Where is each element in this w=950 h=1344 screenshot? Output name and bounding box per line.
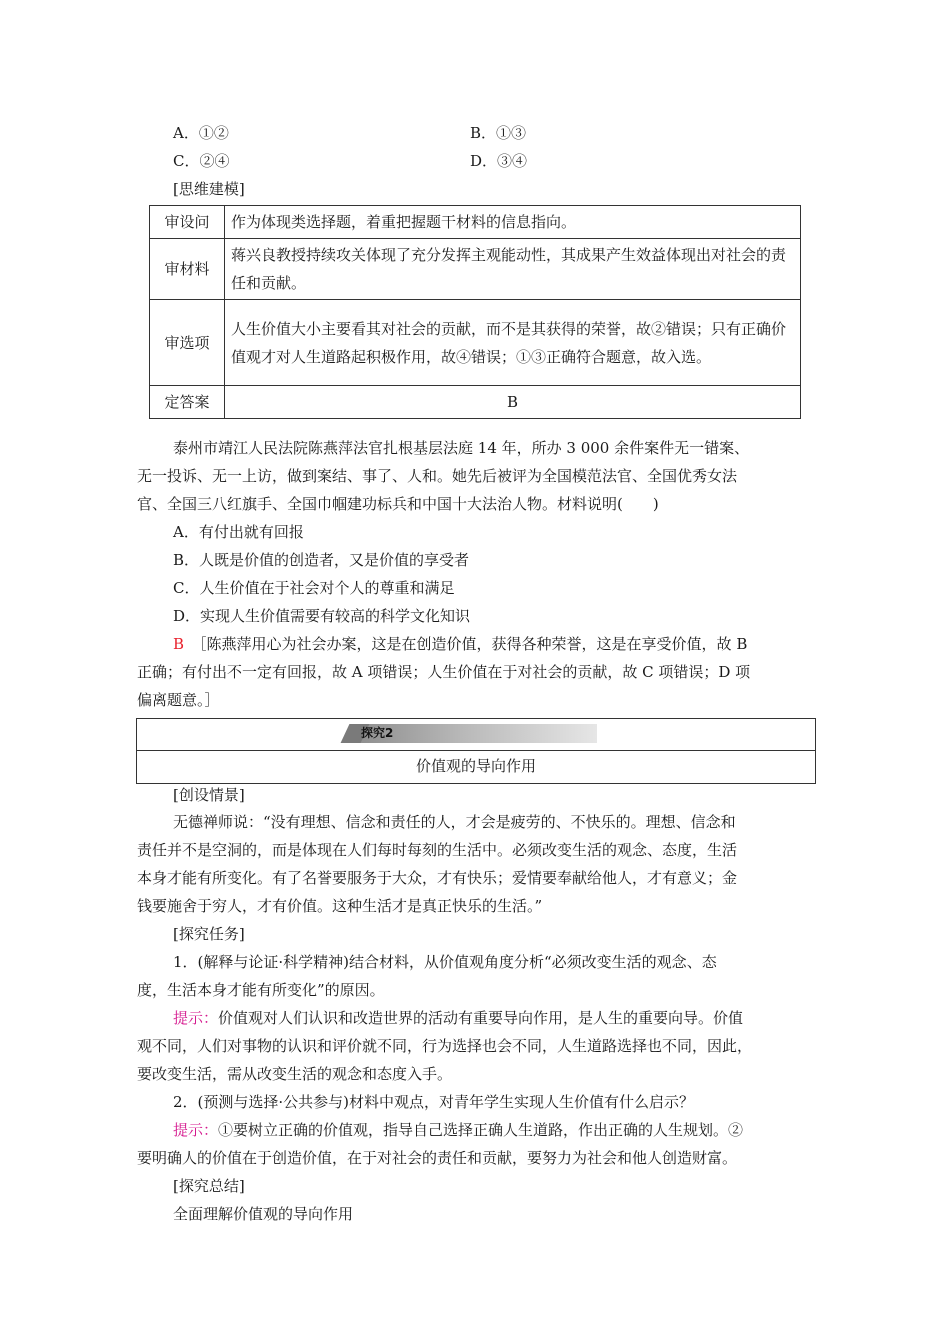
- row-text-material: 蒋兴良教授持续攻关体现了充分发挥主观能动性，其成果产生效益体现出对社会的责任和贡献。: [225, 239, 801, 300]
- scene-line-1: 无德禅师说：“没有理想、信念和责任的人，才会是疲劳的、不快乐的。理想、信念和: [173, 813, 736, 831]
- row-label-answer: 定答案: [150, 386, 225, 419]
- q2-option-b: B．人既是价值的创造者，又是价值的享受者: [173, 551, 470, 569]
- q2-option-a: A．有付出就有回报: [173, 523, 304, 541]
- scene-line-4: 钱要施舍于穷人，才有价值。这种生活才是真正快乐的生活。”: [137, 897, 543, 915]
- option-d: D．③④: [470, 152, 528, 170]
- hint-1-line-3: 要改变生活，需从改变生活的观念和态度入手。: [137, 1065, 453, 1083]
- q2-explanation-line-2: 正确；有付出不一定有回报，故 A 项错误；人生价值在于对社会的贡献，故 C 项错误；D 项: [137, 663, 751, 681]
- hint-2-line-1: [137, 1120, 853, 1140]
- task-2-line-1: 2．(预测与选择·公共参与)材料中观点，对青年学生实现人生价值有什么启示？: [173, 1093, 695, 1111]
- row-label-material: 审材料: [150, 239, 225, 300]
- q2-stem-line-3: 官、全国三八红旗手、全国巾帼建功标兵和中国十大法治人物。材料说明( ): [137, 495, 659, 513]
- scene-heading: [创设情景]: [173, 786, 245, 804]
- q2-answer: B: [173, 635, 185, 653]
- q2-stem-line-1: 泰州市靖江人民法院陈燕萍法官扎根基层法庭 14 年，所办 3 000 余件案件无一错案、: [173, 439, 750, 457]
- section-tag: [355, 724, 597, 743]
- q2-explanation-line-3: 偏离题意。］: [137, 691, 220, 709]
- section-box: [136, 718, 816, 784]
- thinking-model-table: [149, 205, 801, 419]
- row-label-question: 审设问: [150, 206, 225, 239]
- option-b: B．①③: [470, 124, 527, 142]
- hint-2-line-2: 要明确人的价值在于创造价值，在于对社会的责任和贡献，要努力为社会和他人创造财富。: [137, 1149, 738, 1167]
- row-label-options: 审选项: [150, 300, 225, 386]
- q2-explanation-line-1: [137, 634, 853, 654]
- hint-1-label: 提示：: [173, 1009, 219, 1027]
- option-c: C．②④: [173, 152, 230, 170]
- scene-line-2: 责任并不是空洞的，而是体现在人们每时每刻的生活中。必须改变生活的观念、态度，生活: [137, 841, 738, 859]
- hint-1-line-2: 观不同，人们对事物的认识和评价就不同，行为选择也会不同，人生道路选择也不同，因此，: [137, 1037, 753, 1055]
- q2-option-d: D．实现人生价值需要有较高的科学文化知识: [173, 607, 471, 625]
- task-1-line-2: 度，生活本身才能有所变化”的原因。: [137, 981, 385, 999]
- hint-1-line-1: [137, 1008, 853, 1028]
- row-text-answer: B: [225, 386, 801, 419]
- q2-explanation-text: ［陈燕萍用心为社会办案，这是在创造价值，获得各种荣誉，这是在享受价值，故 B: [199, 635, 748, 653]
- task-1-line-1: 1．(解释与论证·科学精神)结合材料，从价值观角度分析“必须改变生活的观念、态: [173, 953, 717, 971]
- scene-line-3: 本身才能有所变化。有了名誉要服务于大众，才有快乐；爱情要奉献给他人，才有意义；金: [137, 869, 738, 887]
- hint-1-text: 价值观对人们认识和改造世界的活动有重要导向作用，是人生的重要向导。价值: [218, 1009, 744, 1027]
- row-text-question: 作为体现类选择题，着重把握题干材料的信息指向。: [225, 206, 801, 239]
- row-text-options: 人生价值大小主要看其对社会的贡献，而不是其获得的荣誉，故②错误；只有正确价值观才对人生道路起积极作用，故④错误；①③正确符合题意，故入选。: [225, 300, 801, 386]
- tasks-heading: [探究任务]: [173, 925, 245, 943]
- hint-2-label: 提示：: [173, 1121, 219, 1139]
- option-a: A．①②: [173, 124, 229, 142]
- section-tag-label: 探究2: [361, 726, 394, 740]
- q2-option-c: C．人生价值在于社会对个人的尊重和满足: [173, 579, 455, 597]
- q2-stem-line-2: 无一投诉、无一上访，做到案结、事了、人和。她先后被评为全国模范法官、全国优秀女法: [137, 467, 738, 485]
- section-divider: [137, 750, 815, 751]
- model-heading: [思维建模]: [173, 180, 245, 198]
- section-title: 价值观的导向作用: [415, 757, 536, 775]
- hint-2-text: ①要树立正确的价值观，指导自己选择正确人生道路，作出正确的人生规划。②: [218, 1121, 744, 1139]
- summary-heading: [探究总结]: [173, 1177, 245, 1195]
- summary-line-1: 全面理解价值观的导向作用: [173, 1205, 354, 1223]
